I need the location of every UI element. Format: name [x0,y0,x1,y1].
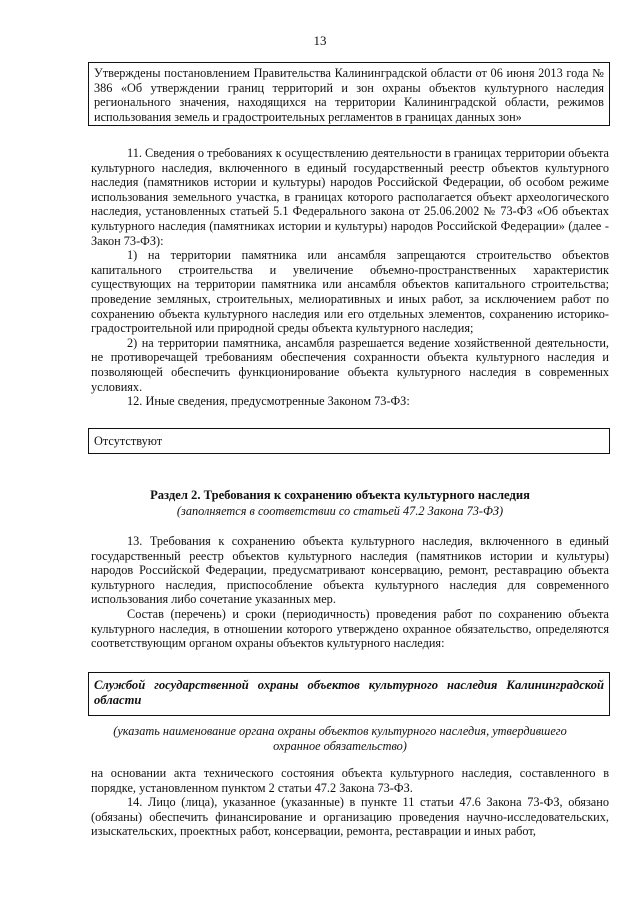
section-3-body [91,766,609,839]
paragraph-13: 13. Требования к сохранению объекта культурного наследия, включенного в единый государственный реестр объектов культурного наследия (памятников истории и культуры) народов Российской Федерации, предусматривают консервацию, ремонт, реставрацию объекта культурного наследия, приспособление объекта культурного наследия для современного использования либо сочетание указанных мер. [91,534,609,607]
section-2-subtitle: (заполняется в соответствии со статьей 47.2 Закона 73-ФЗ) [176,504,504,518]
paragraph-11: 11. Сведения о требованиях к осуществлению деятельности в границах территории объекта культурного наследия, включенного в единый государственный реестр объектов культурного наследия (памятников истории и культуры) народов Российской Федерации, об особом режиме использования земельного участка, в границах которого располагается объект археологического наследия, установленных статьей 5.1 Федерального закона от 25.06.2002 № 73-ФЗ «Об объектах культурного наследия (памятниках истории и культуры) народов Российской Федерации» (далее - Закон 73-ФЗ): [91,146,609,248]
section-2-title: Раздел 2. Требования к сохранению объекта культурного наследия [150,488,530,502]
page-number: 13 [313,33,327,48]
authority-caption: (указать наименование органа охраны объектов культурного наследия, утвердившего охранное обязательство) [113,724,567,753]
requirement-item-1: 1) на территории памятника или ансамбля запрещаются строительство объектов капитального строительства и увеличение объемно-пространственных характеристик существующих на территории памятника или ансамбля объектов капитального строительства; проведение земляных, строительных, мелиоративных и иных работ, за исключением работ по сохранению объекта культурного наследия или его отдельных элементов, сохранению историко-градостроительной или природной среды объекта культурного наследия; [91,248,609,336]
paragraph-14: 14. Лицо (лица), указанное (указанные) в пункте 11 статьи 47.6 Закона 73-ФЗ, обязано (обязаны) обеспечить финансирование и организацию проведения научно-исследовательских, изыскательских, проектных работ, консервации, ремонта, реставрации и иных работ, [91,795,609,839]
section-1-body [91,146,609,409]
requirement-item-2: 2) на территории памятника, ансамбля разрешается ведение хозяйственной деятельности, не противоречащей требованиям обеспечения сохранности объекта культурного наследия и позволяющей обеспечить функционирование объекта культурного наследия в современных условиях. [91,335,609,394]
paragraph-12: 12. Иные сведения, предусмотренные Законом 73-ФЗ: [127,394,410,409]
absent-box: Отсутствуют [88,428,610,454]
authority-box: Службой государственной охраны объектов культурного наследия Калининградской области [88,672,610,716]
approval-box: Утверждены постановлением Правительства Калининградской области от 06 июня 2013 года № 386 «Об утверждении границ территорий и зон охраны объектов культурного наследия регионального значения, находящихся на территории Калининградской области, режимов использования земель и градостроительных регламентов в границах данных зон» [88,62,610,126]
composition-paragraph: Состав (перечень) и сроки (периодичность) проведения работ по сохранению объекта культурного наследия, в отношении которого утверждено охранное обязательство, определяются соответствующим органом охраны объектов культурного наследия: [91,606,609,651]
basis-paragraph: на основании акта технического состояния объекта культурного наследия, составленного в порядке, установленном пунктом 2 статьи 47.2 Закона 73-ФЗ. [91,766,609,795]
section-2-body [91,534,609,651]
